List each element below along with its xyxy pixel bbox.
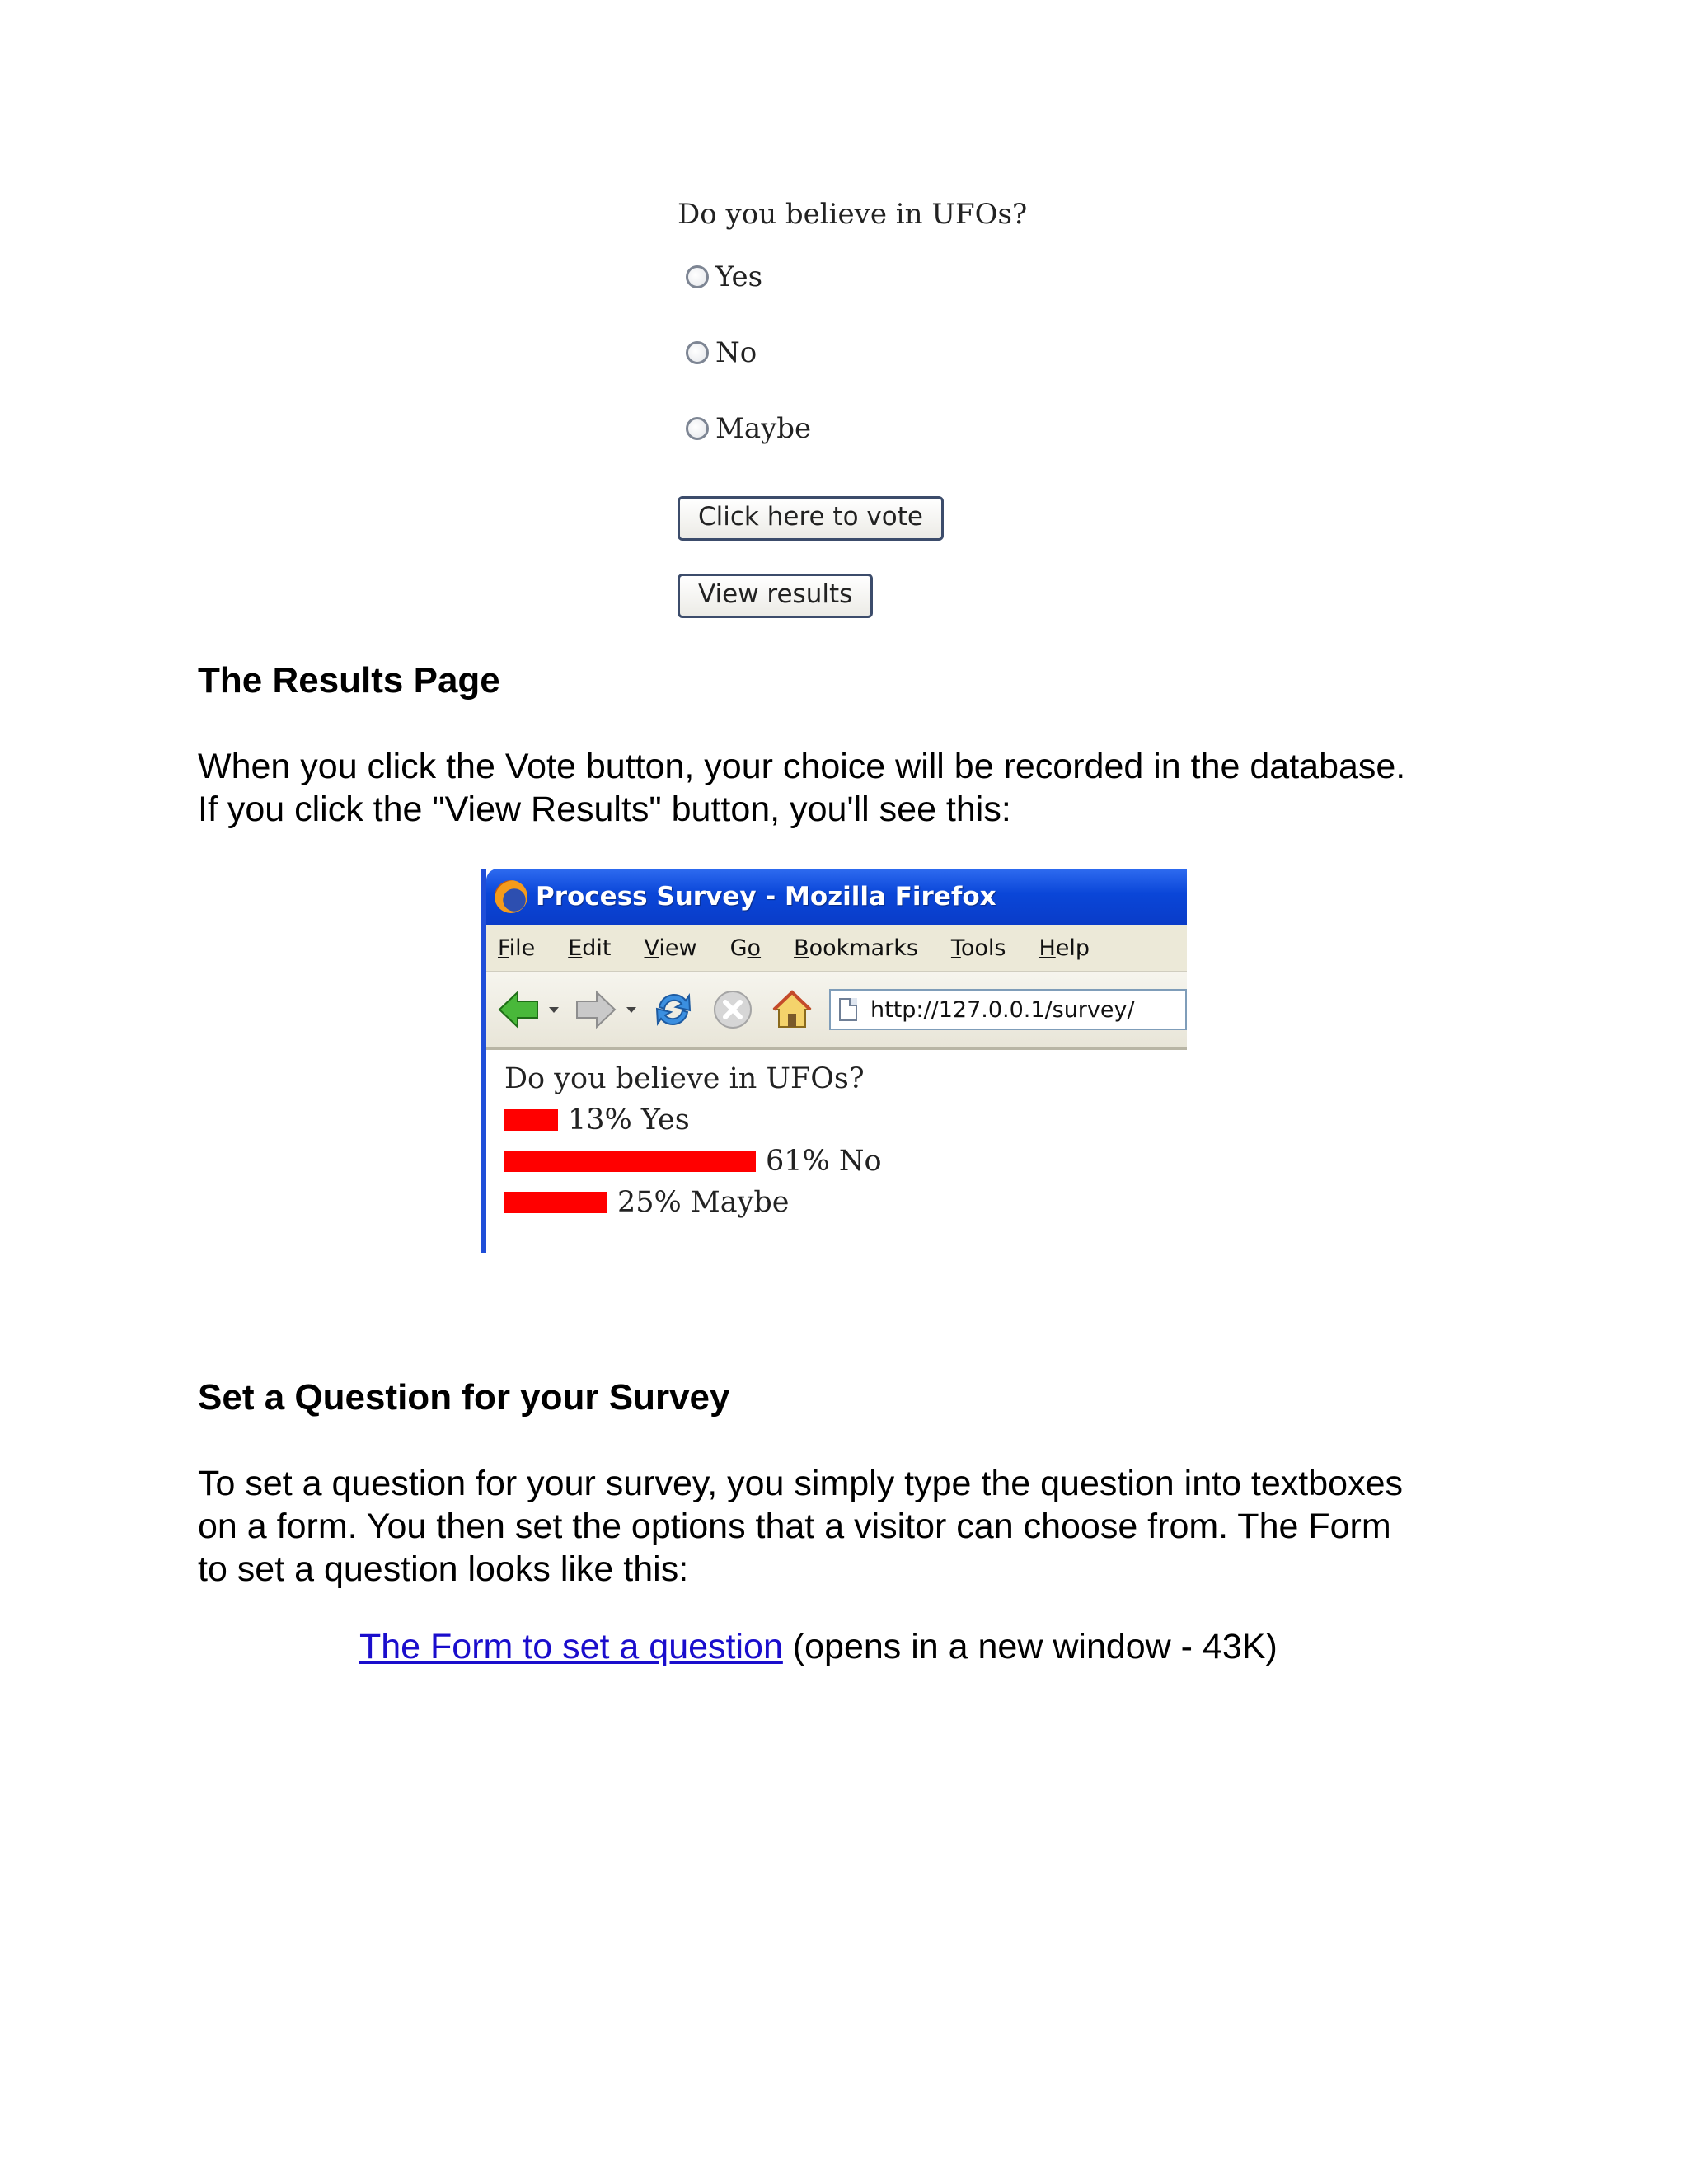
option-no[interactable] — [678, 331, 1172, 374]
results-content — [486, 1050, 1187, 1223]
reload-icon[interactable] — [651, 987, 696, 1032]
set-question-paragraph-line-3: to set a question looks like this: — [198, 1549, 689, 1589]
firefox-window-screenshot — [481, 869, 1187, 1253]
survey-question: Do you believe in UFOs? — [678, 198, 1028, 231]
option-no-label: No — [715, 336, 757, 369]
menu-edit[interactable] — [568, 935, 611, 961]
option-maybe[interactable] — [678, 407, 1172, 450]
menu-help-accel: H — [1039, 935, 1056, 961]
result-label: 13% Yes — [568, 1104, 690, 1137]
menu-tools-rest: ools — [960, 935, 1006, 961]
menu-bookmarks[interactable] — [794, 935, 918, 961]
menu-go[interactable] — [730, 935, 761, 961]
survey-form-image — [678, 191, 1172, 609]
home-icon[interactable] — [770, 987, 814, 1032]
results-paragraph-line-2: If you click the "View Results" button, you'll see this: — [198, 790, 1011, 829]
menu-view[interactable] — [645, 935, 697, 961]
set-question-paragraph-line-1: To set a question for your survey, you simply type the question into textboxes — [198, 1464, 1403, 1503]
set-question-paragraph-line-2: on a form. You then set the options that a visitor can choose from. The Form — [198, 1507, 1391, 1546]
view-results-button[interactable]: View results — [678, 574, 873, 618]
firefox-logo-icon — [495, 880, 528, 913]
set-question-heading: Set a Question for your Survey — [198, 1377, 730, 1418]
title-bar — [486, 869, 1187, 925]
navigation-toolbar — [486, 972, 1187, 1050]
stop-icon[interactable] — [710, 987, 755, 1032]
radio-no[interactable] — [686, 341, 709, 364]
vote-button[interactable]: Click here to vote — [678, 496, 944, 541]
menu-go-pre: G — [729, 935, 748, 961]
forward-dropdown-icon[interactable] — [626, 1007, 636, 1013]
back-dropdown-icon[interactable] — [549, 1007, 559, 1013]
menu-bookmarks-accel: B — [794, 935, 809, 961]
results-question: Do you believe in UFOs? — [504, 1062, 865, 1095]
menu-help[interactable] — [1039, 935, 1090, 961]
menu-file-rest: ile — [509, 935, 536, 961]
address-bar[interactable] — [829, 989, 1187, 1030]
results-paragraph-line-1: When you click the Vote button, your choice will be recorded in the database. — [198, 747, 1406, 786]
set-question-paragraph — [198, 1462, 1517, 1591]
menu-edit-accel: E — [568, 935, 583, 961]
radio-maybe[interactable] — [686, 417, 709, 440]
page-icon — [839, 998, 857, 1021]
result-bar — [504, 1192, 607, 1213]
option-maybe-label: Maybe — [715, 412, 812, 445]
window-title: Process Survey - Mozilla Firefox — [536, 882, 996, 912]
results-heading: The Results Page — [198, 660, 500, 701]
menu-file-accel: F — [498, 935, 509, 961]
form-link[interactable]: The Form to set a question — [359, 1627, 783, 1666]
result-bar — [504, 1109, 558, 1131]
results-paragraph — [198, 745, 1517, 831]
result-label: 61% No — [766, 1145, 882, 1178]
result-row — [504, 1099, 1187, 1141]
result-label: 25% Maybe — [617, 1186, 790, 1219]
menu-edit-rest: dit — [582, 935, 612, 961]
result-bar — [504, 1151, 756, 1172]
result-row — [504, 1141, 1187, 1182]
forward-arrow-icon[interactable] — [574, 987, 618, 1032]
menu-bar — [486, 925, 1187, 972]
address-url[interactable]: http://127.0.0.1/survey/ — [870, 996, 1135, 1023]
form-link-suffix: (opens in a new window - 43K) — [782, 1627, 1278, 1666]
menu-help-rest: elp — [1055, 935, 1090, 961]
option-yes-label: Yes — [715, 260, 763, 293]
menu-go-accel: o — [747, 935, 762, 961]
menu-bookmarks-rest: ookmarks — [809, 935, 918, 961]
results-bar-chart — [504, 1099, 1187, 1223]
menu-view-accel: V — [644, 935, 659, 961]
back-arrow-icon[interactable] — [496, 987, 541, 1032]
menu-file[interactable] — [498, 935, 535, 961]
option-yes[interactable] — [678, 255, 1172, 298]
result-row — [504, 1182, 1187, 1223]
menu-tools[interactable] — [951, 935, 1006, 961]
menu-view-rest: iew — [659, 935, 697, 961]
form-link-line — [359, 1624, 1278, 1670]
menu-tools-accel: T — [950, 935, 961, 961]
radio-yes[interactable] — [686, 265, 709, 288]
